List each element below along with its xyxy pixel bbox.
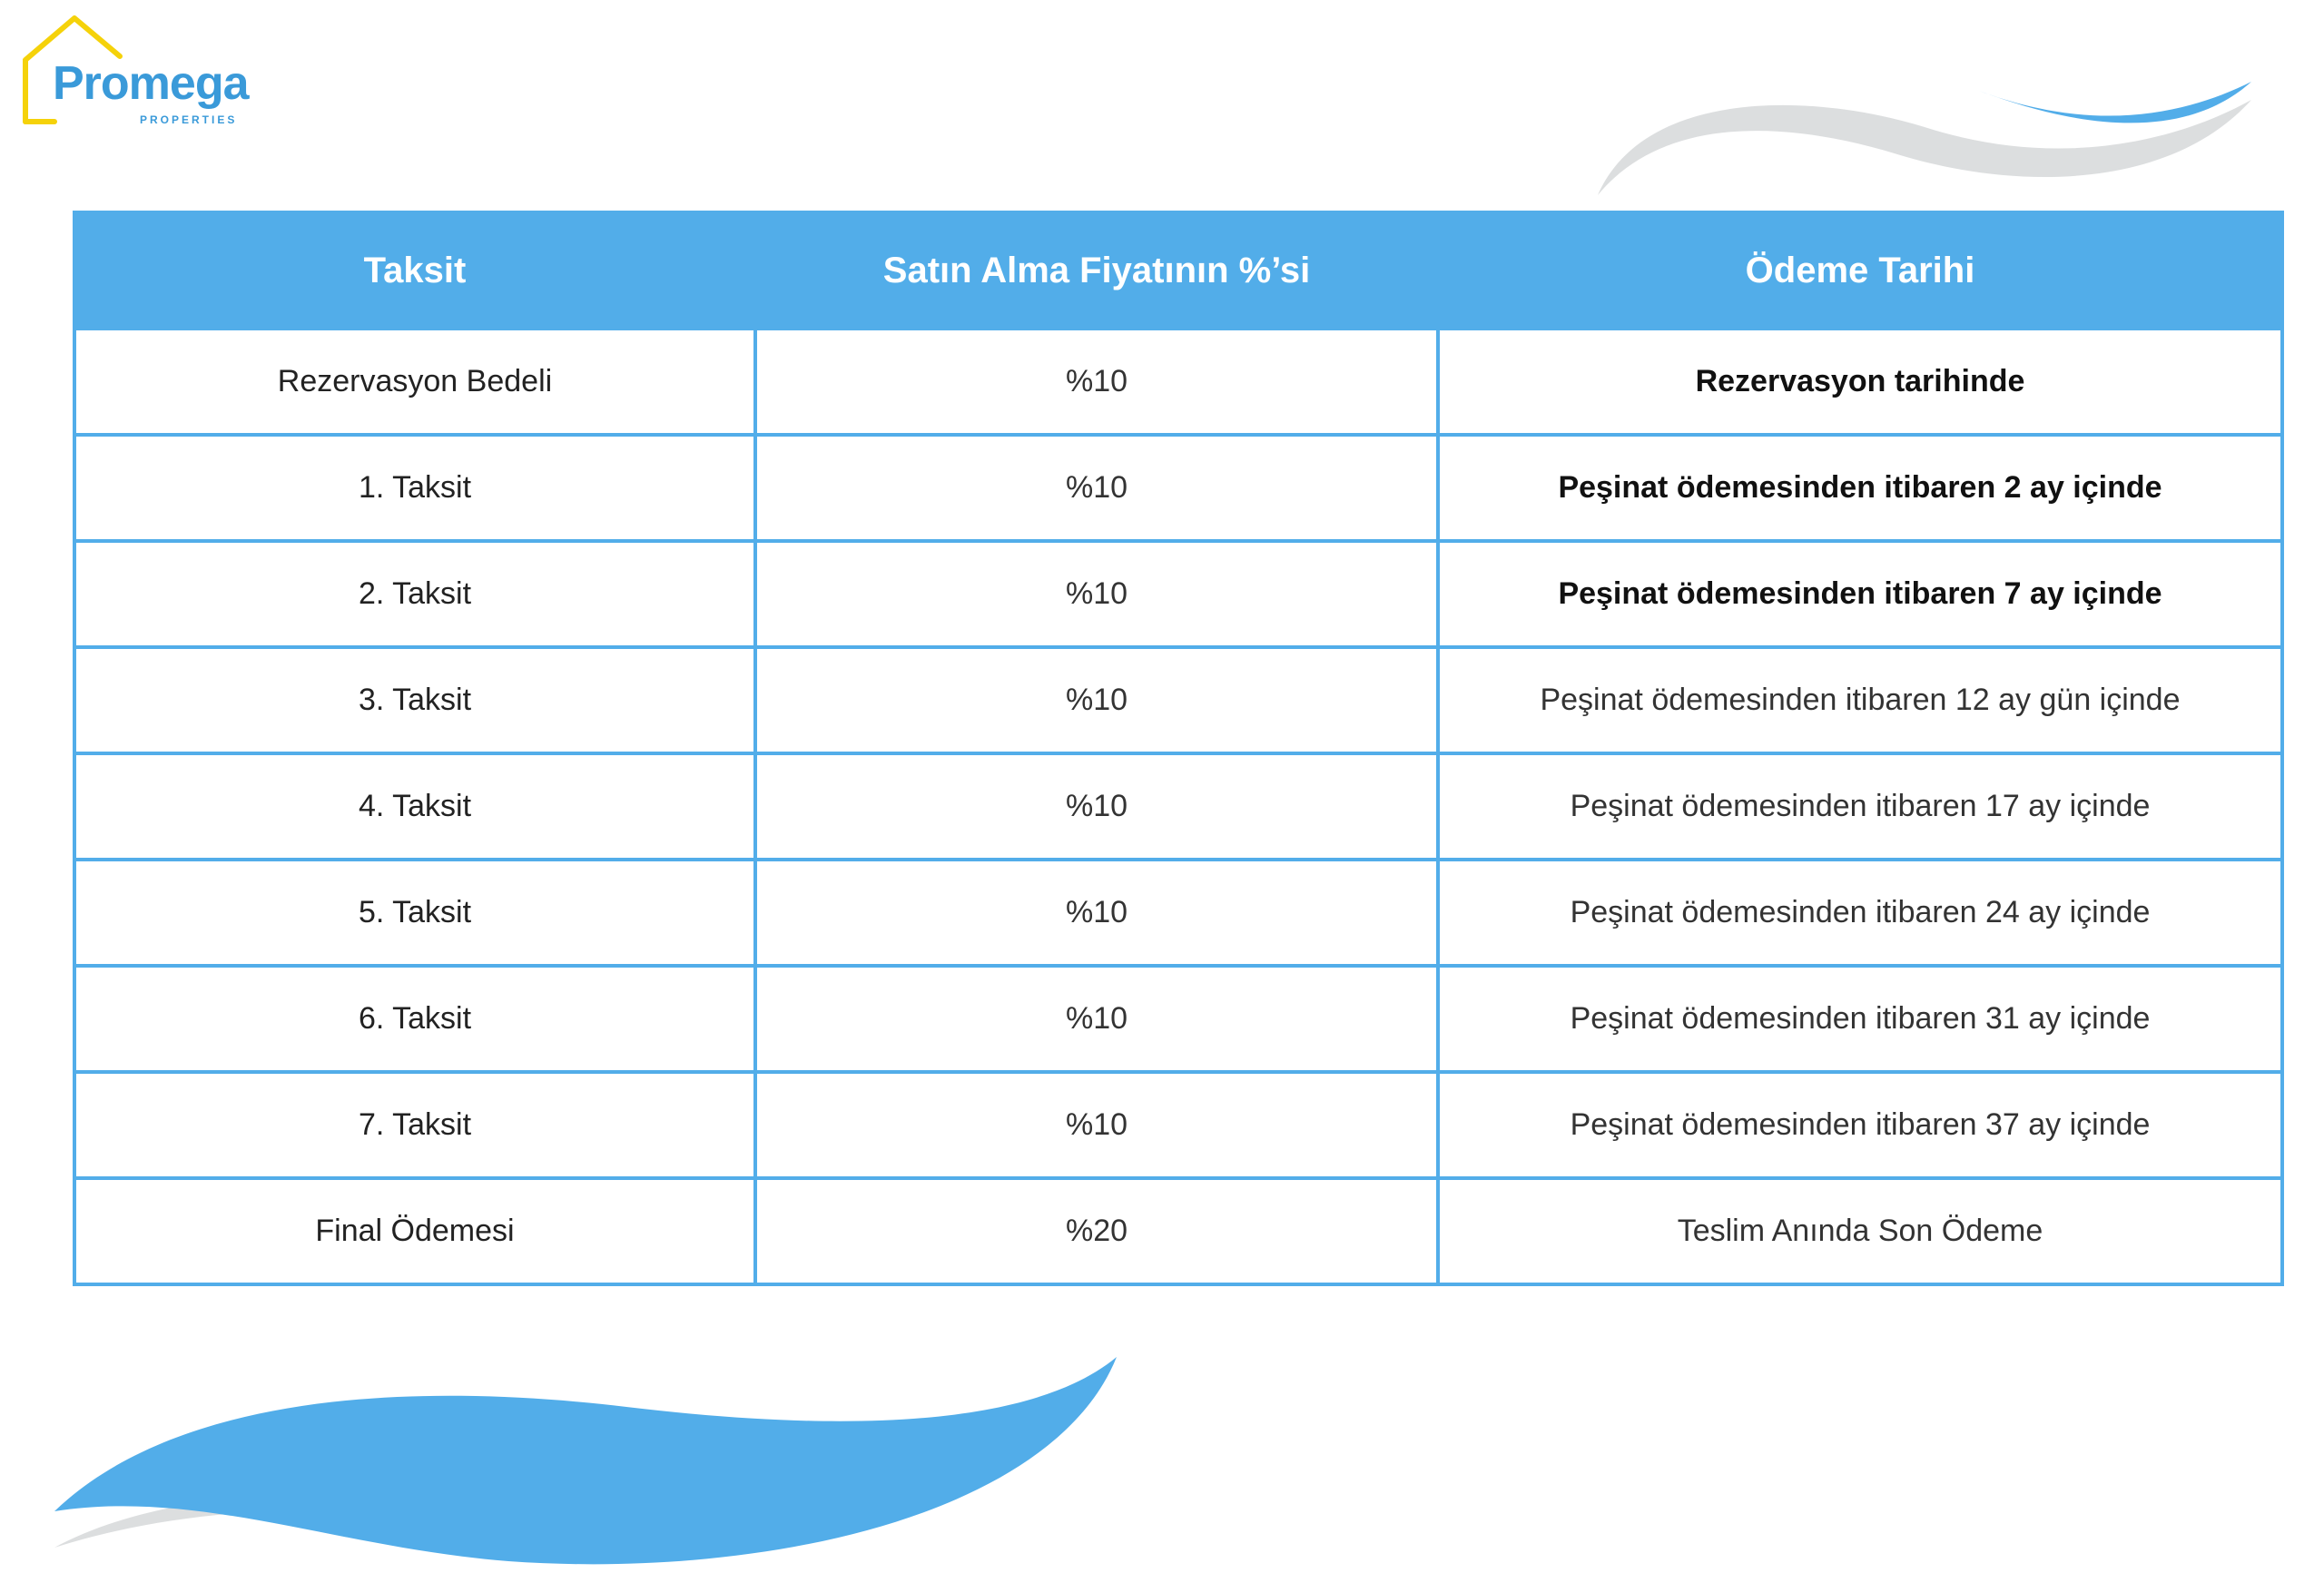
table-row [74,435,2282,541]
header-installment: Taksit [74,212,755,329]
cell-percent: %10 [755,435,1438,541]
header-percent: Satın Alma Fiyatının %’si [755,212,1438,329]
cell-percent: %10 [755,647,1438,753]
cell-percent: %20 [755,1178,1438,1284]
cell-percent: %10 [755,329,1438,435]
cell-installment: 5. Taksit [74,860,755,966]
cell-percent: %10 [755,541,1438,647]
cell-installment: Final Ödemesi [74,1178,755,1284]
cell-percent: %10 [755,966,1438,1072]
cell-payment-date: Peşinat ödemesinden itibaren 7 ay içinde [1438,541,2282,647]
brand-logo [18,13,254,131]
table-row [74,966,2282,1072]
payment-plan-table [73,211,2284,1286]
cell-installment: 4. Taksit [74,753,755,860]
header-payment-date: Ödeme Tarihi [1438,212,2282,329]
table-row [74,329,2282,435]
table-row [74,1072,2282,1178]
cell-payment-date: Peşinat ödemesinden itibaren 37 ay içinde [1438,1072,2282,1178]
cell-percent: %10 [755,1072,1438,1178]
cell-installment: 6. Taksit [74,966,755,1072]
cell-installment: Rezervasyon Bedeli [74,329,755,435]
cell-payment-date: Peşinat ödemesinden itibaren 31 ay içinde [1438,966,2282,1072]
cell-payment-date: Teslim Anında Son Ödeme [1438,1178,2282,1284]
table-row [74,1178,2282,1284]
brand-name: Promega [53,57,249,110]
cell-installment: 7. Taksit [74,1072,755,1178]
table-row [74,860,2282,966]
table-row [74,647,2282,753]
cell-payment-date: Peşinat ödemesinden itibaren 2 ay içinde [1438,435,2282,541]
decorative-wave-bottom [36,1343,1162,1570]
cell-payment-date: Peşinat ödemesinden itibaren 17 ay içinde [1438,753,2282,860]
cell-payment-date: Peşinat ödemesinden itibaren 24 ay içinde [1438,860,2282,966]
table-header-row [74,212,2282,329]
table-row [74,541,2282,647]
brand-subtitle: PROPERTIES [140,113,238,126]
cell-installment: 1. Taksit [74,435,755,541]
cell-installment: 2. Taksit [74,541,755,647]
table-row [74,753,2282,860]
cell-percent: %10 [755,753,1438,860]
cell-installment: 3. Taksit [74,647,755,753]
cell-payment-date: Rezervasyon tarihinde [1438,329,2282,435]
cell-payment-date: Peşinat ödemesinden itibaren 12 ay gün içinde [1438,647,2282,753]
cell-percent: %10 [755,860,1438,966]
decorative-wave-top [1580,54,2270,209]
